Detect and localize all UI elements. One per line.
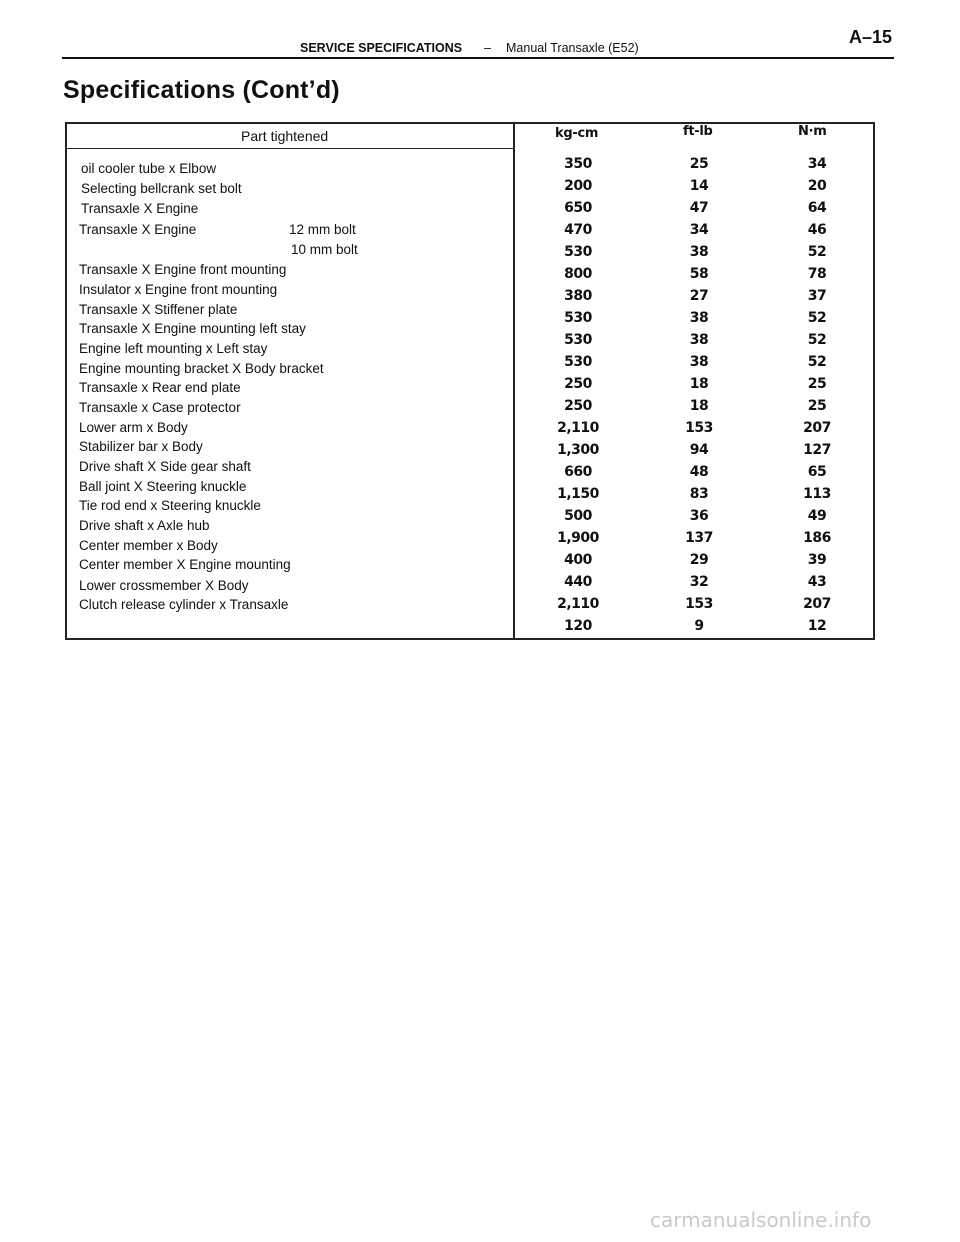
row-value-nm: 39 [807, 552, 827, 568]
row-value-kgcm: 250 [564, 398, 592, 414]
row-value-nm: 207 [803, 596, 831, 612]
row-value-ftlb: 58 [689, 266, 709, 282]
row-value-ftlb: 27 [689, 288, 709, 304]
row-value-kgcm: 2,110 [557, 596, 599, 612]
watermark: carmanualsonline.info [650, 1208, 872, 1232]
row-value-kgcm: 380 [564, 288, 592, 304]
row-value-ftlb: 153 [685, 420, 713, 436]
row-value-nm: 207 [803, 420, 831, 436]
row-value-kgcm: 350 [564, 156, 592, 172]
table-left-border [65, 122, 67, 640]
row-value-kgcm: 530 [564, 244, 592, 260]
row-part-label: Tie rod end x Steering knuckle [79, 498, 261, 513]
row-value-ftlb: 29 [689, 552, 709, 568]
row-part-label: Insulator x Engine front mounting [79, 282, 278, 297]
header-separator: – [484, 41, 491, 55]
torque-spec-table [65, 120, 875, 640]
table-header-divider [65, 148, 513, 149]
row-part-label: Center member x Body [79, 538, 218, 553]
row-value-nm: 37 [807, 288, 827, 304]
table-bottom-border [65, 638, 875, 640]
row-value-ftlb: 9 [694, 618, 704, 634]
row-part-label: Drive shaft X Side gear shaft [79, 459, 251, 474]
row-value-ftlb: 18 [689, 398, 709, 414]
page-title: Specifications (Cont’d) [63, 76, 340, 104]
row-value-kgcm: 120 [564, 618, 592, 634]
row-value-nm: 46 [807, 222, 827, 238]
row-part-label: oil cooler tube x Elbow [81, 161, 217, 176]
row-value-kgcm: 1,900 [557, 530, 599, 546]
column-header-ftlb: ft-lb [683, 124, 713, 139]
row-value-nm: 78 [807, 266, 827, 282]
row-value-ftlb: 153 [685, 596, 713, 612]
row-value-nm: 52 [807, 354, 827, 370]
header-section-title: SERVICE SPECIFICATIONS [300, 41, 463, 55]
row-value-nm: 65 [807, 464, 827, 480]
row-part-label: Transaxle x Case protector [79, 400, 241, 415]
row-value-ftlb: 38 [689, 332, 709, 348]
row-part-label: Clutch release cylinder x Transaxle [79, 597, 289, 612]
row-value-kgcm: 800 [564, 266, 592, 282]
table-column-divider [513, 122, 515, 640]
row-value-ftlb: 38 [689, 244, 709, 260]
row-part-label: Engine mounting bracket X Body bracket [79, 361, 324, 376]
row-value-nm: 49 [807, 508, 827, 524]
row-part-label: Stabilizer bar x Body [79, 439, 203, 454]
row-part-label: Drive shaft x Axle hub [79, 518, 210, 533]
row-value-kgcm: 530 [564, 310, 592, 326]
row-value-kgcm: 660 [564, 464, 592, 480]
row-value-ftlb: 18 [689, 376, 709, 392]
row-value-nm: 52 [807, 310, 827, 326]
row-value-nm: 25 [807, 398, 827, 414]
row-part-label: Center member X Engine mounting [79, 557, 291, 572]
row-value-kgcm: 530 [564, 354, 592, 370]
row-part-label: Transaxle x Rear end plate [79, 380, 241, 395]
table-top-border [65, 122, 875, 124]
row-value-nm: 20 [807, 178, 827, 194]
row-value-kgcm: 400 [564, 552, 592, 568]
column-header-part: Part tightened [241, 128, 329, 144]
row-value-nm: 12 [807, 618, 827, 634]
column-header-kgcm: kg-cm [555, 126, 599, 141]
row-value-kgcm: 1,300 [557, 442, 599, 458]
row-value-kgcm: 470 [564, 222, 592, 238]
row-value-ftlb: 137 [685, 530, 713, 546]
row-value-nm: 25 [807, 376, 827, 392]
row-value-kgcm: 200 [564, 178, 592, 194]
row-value-nm: 52 [807, 332, 827, 348]
row-value-ftlb: 94 [689, 442, 709, 458]
row-part-label: Engine left mounting x Left stay [79, 341, 268, 356]
row-value-ftlb: 34 [689, 222, 709, 238]
row-part-label: Lower arm x Body [79, 420, 188, 435]
row-value-nm: 127 [803, 442, 831, 458]
row-value-kgcm: 250 [564, 376, 592, 392]
page-number: A–15 [849, 27, 893, 47]
row-value-nm: 52 [807, 244, 827, 260]
row-value-ftlb: 83 [689, 486, 709, 502]
row-value-ftlb: 47 [689, 200, 709, 216]
row-part-label: Transaxle X Engine [81, 201, 199, 216]
row-part-label: Transaxle X Stiffener plate [79, 302, 238, 317]
row-value-ftlb: 25 [689, 156, 709, 172]
header-subsection: Manual Transaxle (E52) [506, 41, 639, 55]
row-value-kgcm: 440 [564, 574, 592, 590]
row-part-label: Lower crossmember X Body [79, 578, 249, 593]
row-value-nm: 186 [803, 530, 831, 546]
column-header-nm: N·m [798, 124, 827, 139]
row-value-nm: 34 [807, 156, 827, 172]
row-value-ftlb: 32 [689, 574, 709, 590]
row-value-nm: 64 [807, 200, 827, 216]
row-value-ftlb: 36 [689, 508, 709, 524]
row-value-ftlb: 14 [689, 178, 709, 194]
row-bolt-size: 10 mm bolt [291, 242, 358, 257]
row-value-kgcm: 650 [564, 200, 592, 216]
row-value-kgcm: 2,110 [557, 420, 599, 436]
row-value-kgcm: 530 [564, 332, 592, 348]
row-part-label: Transaxle X Engine mounting left stay [79, 321, 306, 336]
row-value-ftlb: 38 [689, 310, 709, 326]
row-part-label: Selecting bellcrank set bolt [81, 181, 242, 196]
table-right-border [873, 122, 875, 640]
row-value-ftlb: 38 [689, 354, 709, 370]
row-part-label: Transaxle X Engine front mounting [79, 262, 287, 277]
row-part-label: Ball joint X Steering knuckle [79, 479, 247, 494]
row-value-nm: 113 [803, 486, 831, 502]
row-value-nm: 43 [807, 574, 827, 590]
row-value-kgcm: 500 [564, 508, 592, 524]
row-bolt-size: 12 mm bolt [289, 222, 356, 237]
row-value-ftlb: 48 [689, 464, 709, 480]
row-part-label: Transaxle X Engine [79, 222, 197, 237]
row-value-kgcm: 1,150 [557, 486, 599, 502]
header-rule [62, 57, 894, 59]
